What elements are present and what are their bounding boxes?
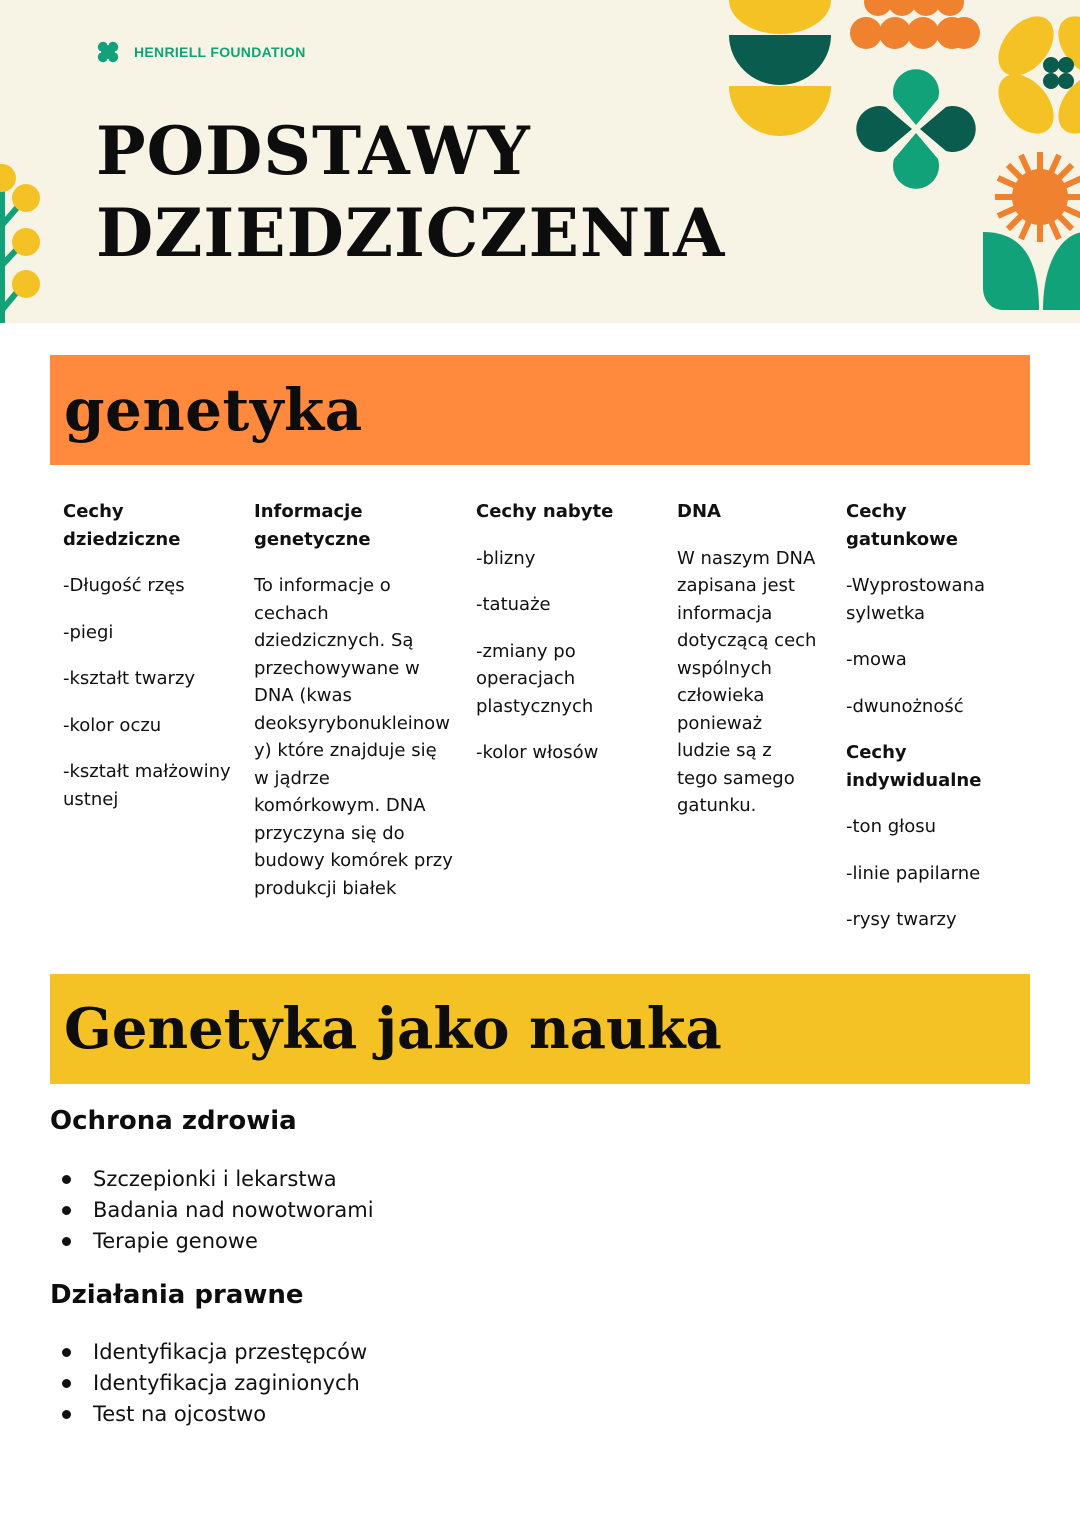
group-heading-ochrona-zdrowia: Ochrona zdrowia	[50, 1106, 297, 1136]
wave-decoration-icon	[850, 0, 982, 52]
column-cechy-nabyte	[476, 498, 636, 786]
title-line-2: DZIEDZICZENIA	[96, 194, 726, 272]
bullet-item	[62, 1195, 374, 1226]
bullet-icon	[62, 1379, 71, 1388]
clover-logo-icon	[96, 40, 120, 64]
list-item: -dwunożność	[846, 695, 964, 717]
bullet-list-ochrona-zdrowia	[62, 1164, 374, 1257]
bullet-icon	[62, 1348, 71, 1357]
list-item: -mowa	[846, 649, 907, 670]
column-heading: Cechy gatunkowe	[846, 501, 958, 550]
bullet-icon	[62, 1206, 71, 1215]
list-item: -tatuaże	[476, 594, 551, 615]
title-line-1: PODSTAWY	[96, 112, 531, 190]
brand	[96, 40, 306, 64]
bullet-icon	[62, 1237, 71, 1246]
column-text: To informacje o cechach dziedzicznych. Są przechowywane w DNA (kwas deoksyrybonukleinowy) które znajduje się w jądrze komórkowym. DNA przyczyna się do budowy komórek przy produkcji białek	[254, 575, 453, 899]
column-informacje-genetyczne	[254, 498, 454, 902]
list-item: -kolor włosów	[476, 742, 599, 763]
list-item: -zmiany po operacjach plastycznych	[476, 640, 594, 717]
bullet-item	[62, 1399, 367, 1430]
sun-flower-decoration-icon	[983, 150, 1080, 312]
branch-flower-decoration-icon	[0, 160, 50, 323]
bullet-icon	[62, 1175, 71, 1184]
section-title: Genetyka jako nauka	[64, 996, 722, 1062]
brand-name: HENRIELL FOUNDATION	[134, 44, 306, 60]
list-item: -Wyprostowana sylwetka	[846, 575, 985, 624]
header	[0, 0, 1080, 323]
bullet-text: Szczepionki i lekarstwa	[93, 1167, 337, 1191]
bullet-text: Test na ojcostwo	[93, 1402, 267, 1426]
list-item: -Długość rzęs	[63, 575, 185, 596]
page-title	[96, 110, 725, 274]
column-cechy-dziedziczne	[63, 498, 233, 832]
bullet-text: Badania nad nowotworami	[93, 1198, 374, 1222]
column-heading: Cechy dziedziczne	[63, 501, 181, 550]
bullet-item	[62, 1337, 367, 1368]
bullet-item	[62, 1164, 374, 1195]
list-item: -rysy twarzy	[846, 909, 957, 930]
column-cechy-gatunkowe	[846, 498, 1016, 953]
bullet-icon	[62, 1410, 71, 1419]
oval-flower-decoration-icon	[996, 8, 1080, 138]
bullet-text: Identyfikacja zaginionych	[93, 1371, 360, 1395]
list-item: -blizny	[476, 547, 536, 569]
list-item: -kształt małżowiny ustnej	[63, 761, 231, 810]
list-item: -piegi	[63, 621, 114, 643]
column-subheading: Cechy indywidualne	[846, 742, 982, 791]
petal-flower-decoration-icon	[852, 65, 980, 193]
column-heading: DNA	[677, 501, 721, 522]
bullet-text: Terapie genowe	[93, 1229, 258, 1253]
bullet-text: Identyfikacja przestępców	[93, 1340, 368, 1364]
half-circles-decoration-icon	[727, 0, 833, 140]
section-banner-genetyka	[50, 355, 1030, 465]
section-title: genetyka	[64, 376, 363, 444]
column-text: W naszym DNA zapisana jest informacja dotyczącą cech wspólnych człowieka ponieważ ludzie są z tego samego gatunku.	[677, 547, 817, 816]
group-heading-dzialania-prawne: Działania prawne	[50, 1280, 304, 1310]
column-heading: Cechy nabyte	[476, 501, 614, 522]
bullet-item	[62, 1368, 367, 1399]
list-item: -linie papilarne	[846, 862, 981, 884]
list-item: -kształt twarzy	[63, 668, 196, 689]
bullet-item	[62, 1226, 374, 1257]
bullet-list-dzialania-prawne	[62, 1337, 367, 1430]
column-heading: Informacje genetyczne	[254, 501, 371, 550]
list-item: -ton głosu	[846, 816, 937, 837]
column-dna	[677, 498, 817, 820]
section-banner-genetyka-jako-nauka	[50, 974, 1030, 1084]
list-item: -kolor oczu	[63, 714, 162, 736]
